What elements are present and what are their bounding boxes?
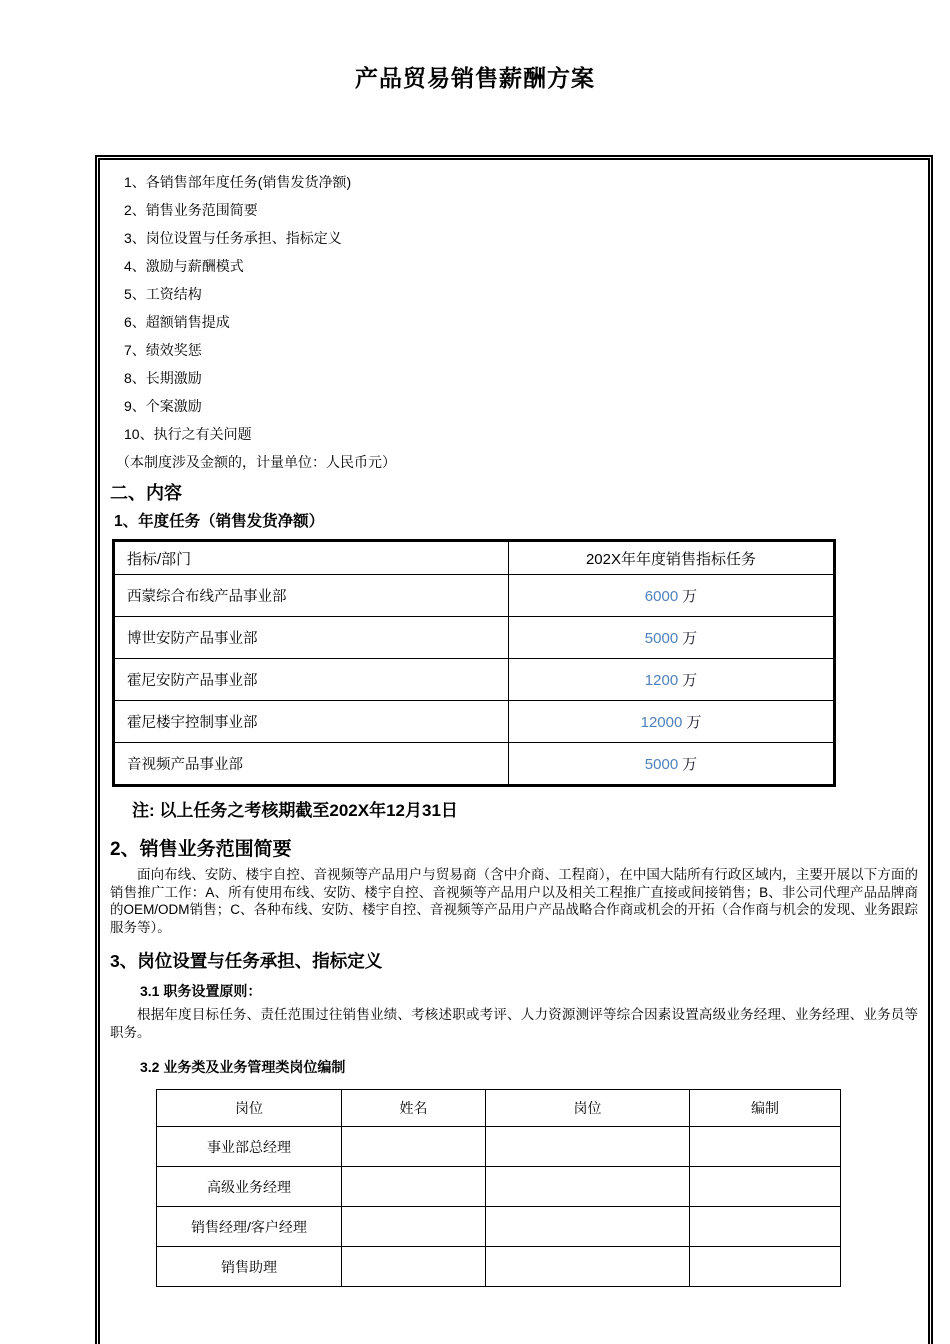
heading-post-setup: 3、岗位设置与任务承担、指标定义 bbox=[110, 951, 383, 971]
table-header-row bbox=[157, 1090, 841, 1127]
name-cell bbox=[342, 1167, 486, 1207]
sales-scope-paragraph: 面向布线、安防、楼宇自控、音视频等产品用户与贸易商（含中介商、工程商），在中国大陆所有行政区域内，主要开展以下方面的销售推广工作：A、所有使用布线、安防、楼宇自控、音视频等产品用户以及相关工程推广直接或间接销售；B、非公司代理产品品牌商的OEM/ODM销售；C、各种布线、安防、楼宇自控、音视频等产品用户产品战略合作商或机会的开拓（合作商与机会的发现、业务跟踪服务等）。 bbox=[110, 867, 918, 935]
post-table-header-name: 姓名 bbox=[342, 1090, 486, 1127]
dept-cell: 音视频产品事业部 bbox=[114, 743, 509, 786]
amount-unit: 万 bbox=[682, 756, 698, 773]
toc-item: 2、销售业务范围简要 bbox=[124, 202, 258, 218]
post2-cell bbox=[486, 1167, 690, 1207]
table-row bbox=[114, 575, 835, 617]
name-cell bbox=[342, 1247, 486, 1287]
dept-cell: 霍尼安防产品事业部 bbox=[114, 659, 509, 701]
table-row bbox=[157, 1127, 841, 1167]
target-amount: 12000 bbox=[640, 714, 683, 731]
table-row bbox=[157, 1167, 841, 1207]
table-row bbox=[114, 701, 835, 743]
amount-unit: 万 bbox=[682, 588, 698, 605]
count-cell bbox=[690, 1247, 841, 1287]
document-title: 产品贸易销售薪酬方案 bbox=[355, 65, 595, 91]
value-cell bbox=[509, 743, 835, 786]
target-amount: 5000 bbox=[644, 756, 679, 773]
value-cell bbox=[509, 575, 835, 617]
post-cell: 事业部总经理 bbox=[157, 1127, 342, 1167]
amount-unit: 万 bbox=[686, 714, 702, 731]
toc-item: 3、岗位设置与任务承担、指标定义 bbox=[124, 230, 342, 246]
dept-cell: 西蒙综合布线产品事业部 bbox=[114, 575, 509, 617]
target-amount: 5000 bbox=[644, 630, 679, 647]
task-table-header-dept: 指标/部门 bbox=[114, 541, 509, 575]
toc-item: 7、绩效奖惩 bbox=[124, 342, 202, 358]
toc-item: 4、激励与薪酬模式 bbox=[124, 258, 244, 274]
count-cell bbox=[690, 1207, 841, 1247]
table-row bbox=[114, 617, 835, 659]
toc-item: 5、工资结构 bbox=[124, 286, 202, 302]
post2-cell bbox=[486, 1247, 690, 1287]
table-header-row bbox=[114, 541, 835, 575]
dept-cell: 霍尼楼宇控制事业部 bbox=[114, 701, 509, 743]
post-table-header-post2: 岗位 bbox=[486, 1090, 690, 1127]
table-row bbox=[114, 743, 835, 786]
toc-item: 10、执行之有关问题 bbox=[124, 426, 252, 442]
post-table-header-post: 岗位 bbox=[157, 1090, 342, 1127]
name-cell bbox=[342, 1127, 486, 1167]
table-row bbox=[157, 1207, 841, 1247]
task-period-note: 注: 以上任务之考核期截至202X年12月31日 bbox=[132, 801, 458, 820]
post2-cell bbox=[486, 1127, 690, 1167]
table-row bbox=[157, 1247, 841, 1287]
amount-unit: 万 bbox=[682, 630, 698, 647]
heading-duty-principle: 3.1 职务设置原则： bbox=[140, 983, 262, 999]
toc-list bbox=[110, 168, 918, 448]
section-heading-content: 二、内容 bbox=[110, 483, 182, 503]
post2-cell bbox=[486, 1207, 690, 1247]
count-cell bbox=[690, 1167, 841, 1207]
toc-item: 6、超额销售提成 bbox=[124, 314, 230, 330]
heading-annual-task: 1、年度任务（销售发货净额） bbox=[114, 513, 325, 530]
target-amount: 1200 bbox=[644, 672, 679, 689]
toc-item: 8、长期激励 bbox=[124, 370, 202, 386]
target-amount: 6000 bbox=[644, 588, 679, 605]
post-cell: 高级业务经理 bbox=[157, 1167, 342, 1207]
value-cell bbox=[509, 701, 835, 743]
heading-sales-scope: 2、销售业务范围简要 bbox=[110, 839, 292, 860]
post-cell: 销售经理/客户经理 bbox=[157, 1207, 342, 1247]
dept-cell: 博世安防产品事业部 bbox=[114, 617, 509, 659]
task-table-header-target: 202X年年度销售指标任务 bbox=[509, 541, 835, 575]
value-cell bbox=[509, 617, 835, 659]
toc-item: 1、各销售部年度任务(销售发货净额) bbox=[124, 174, 352, 190]
count-cell bbox=[690, 1127, 841, 1167]
post-cell: 销售助理 bbox=[157, 1247, 342, 1287]
currency-unit-note: （本制度涉及金额的，计量单位：人民币元） bbox=[116, 454, 396, 470]
name-cell bbox=[342, 1207, 486, 1247]
annual-task-table bbox=[112, 539, 836, 787]
post-establishment-table bbox=[156, 1089, 841, 1287]
heading-post-table: 3.2 业务类及业务管理类岗位编制 bbox=[140, 1059, 346, 1075]
amount-unit: 万 bbox=[682, 672, 698, 689]
value-cell bbox=[509, 659, 835, 701]
page-border-frame bbox=[95, 155, 933, 1344]
table-row bbox=[114, 659, 835, 701]
duty-principle-paragraph: 根据年度目标任务、责任范围过往销售业绩、考核述职或考评、人力资源测评等综合因素设置高级业务经理、业务经理、业务员等职务。 bbox=[110, 1007, 918, 1040]
toc-item: 9、个案激励 bbox=[124, 398, 202, 414]
post-table-header-count: 编制 bbox=[690, 1090, 841, 1127]
